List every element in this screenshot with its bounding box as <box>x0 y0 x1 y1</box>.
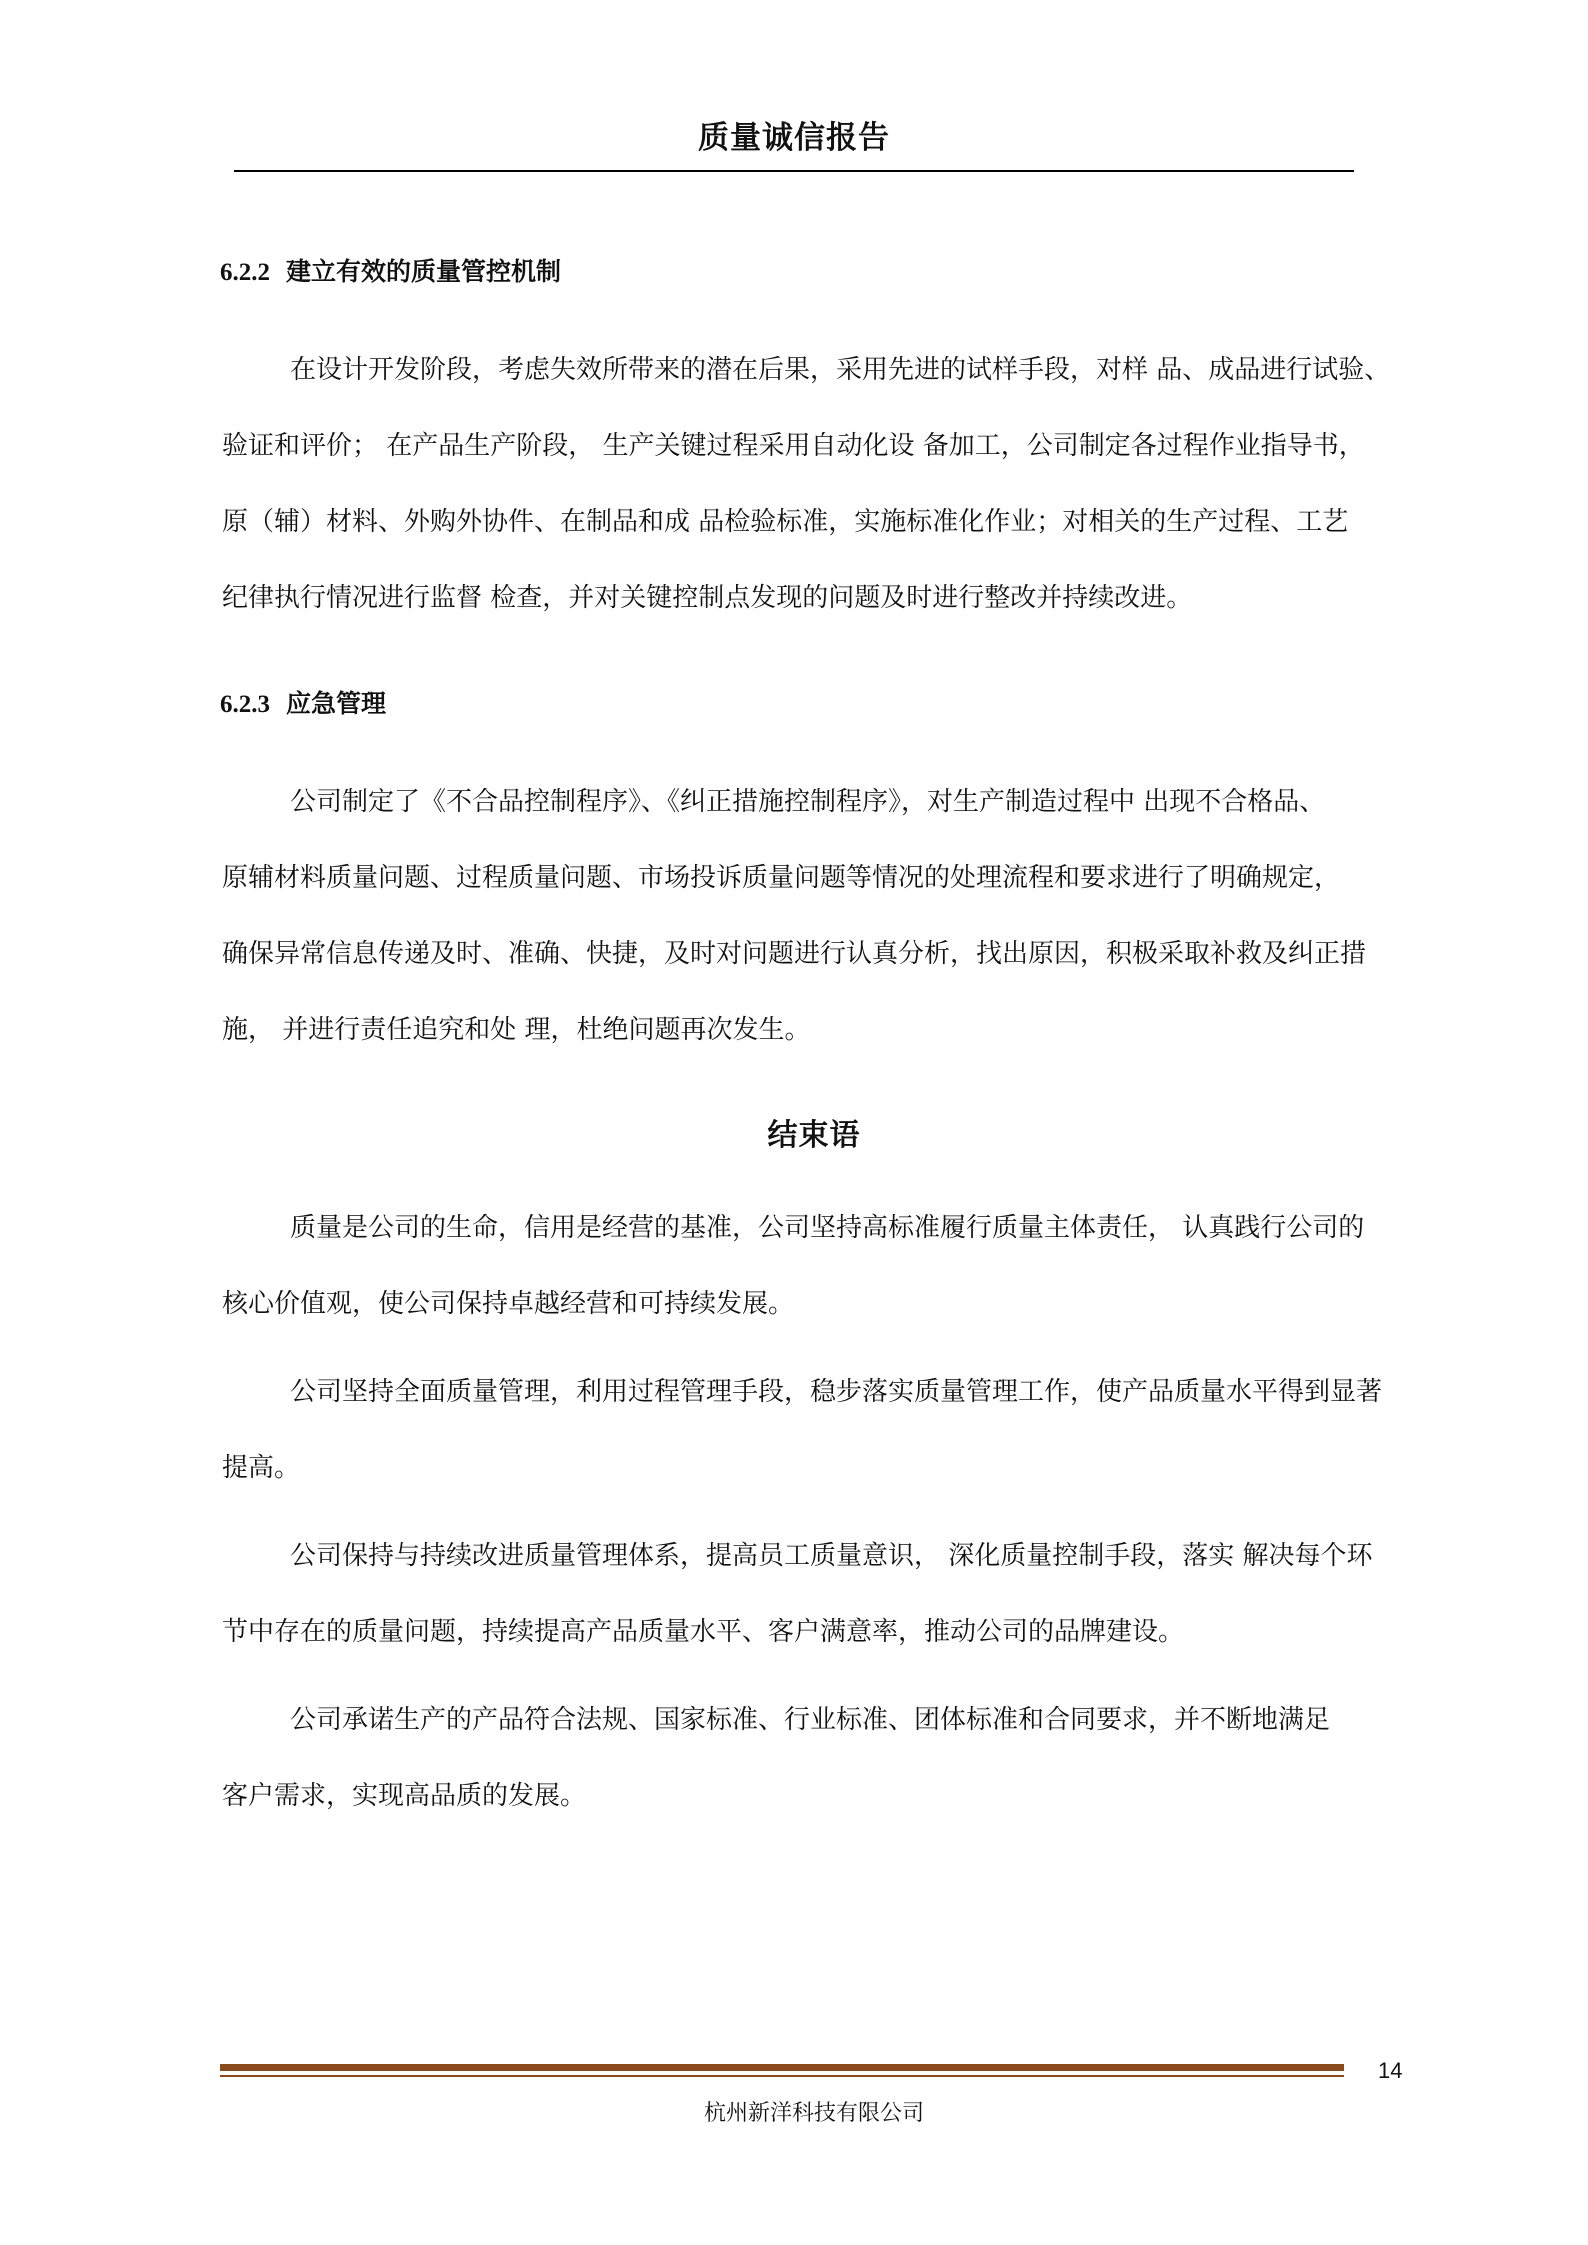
page-header-title: 质量诚信报告 <box>698 120 890 156</box>
closing-paragraph <box>222 1354 1402 1506</box>
text-line: 节中存在的质量问题，持续提高产品质量水平、客户满意率，推动公司的品牌建设。 <box>222 1617 1185 1647</box>
section-title: 建立有效的质量管控机制 <box>286 257 562 286</box>
text-line: 原（辅）材料、外购外协件、在制品和成 品检验标准，实施标准化作业；对相关的生产过程、工艺 <box>222 507 1349 537</box>
text-line: 原辅材料质量问题、过程质量问题、市场投诉质量问题等情况的处理流程和要求进行了明确规定， <box>222 863 1341 893</box>
page-number: 14 <box>1378 2058 1403 2083</box>
section-heading-6-2-3 <box>220 684 386 720</box>
text-line: 验证和评价； 在产品生产阶段， 生产关键过程采用自动化设 备加工，公司制定各过程作业指导书， <box>222 431 1365 461</box>
header-divider <box>234 170 1354 172</box>
text-line: 纪律执行情况进行监督 检查，并对关键控制点发现的问题及时进行整改并持续改进。 <box>222 583 1193 613</box>
footer-divider-thin <box>220 2075 1344 2077</box>
text-line: 公司坚持全面质量管理，利用过程管理手段，稳步落实质量管理工作，使产品质量水平得到显著 <box>290 1377 1383 1407</box>
closing-paragraph <box>222 1518 1402 1670</box>
text-line: 在设计开发阶段，考虑失效所带来的潜在后果，采用先进的试样手段，对样 品、成品进行试验、 <box>290 355 1391 385</box>
footer-company-name: 杭州新洋科技有限公司 <box>703 2101 924 2126</box>
closing-paragraph <box>222 1190 1402 1342</box>
text-line: 核心价值观，使公司保持卓越经营和可持续发展。 <box>222 1289 795 1319</box>
paragraph-emergency-management <box>222 764 1402 1068</box>
text-line: 提高。 <box>222 1453 301 1483</box>
paragraph-quality-control <box>222 332 1402 636</box>
text-line: 公司承诺生产的产品符合法规、国家标准、行业标准、团体标准和合同要求，并不断地满足 <box>290 1705 1331 1735</box>
closing-title: 结束语 <box>767 1118 861 1153</box>
text-line: 确保异常信息传递及时、准确、快捷，及时对问题进行认真分析，找出原因，积极采取补救及纠正措 <box>222 939 1367 969</box>
section-number: 6.2.2 <box>220 259 270 286</box>
section-number: 6.2.3 <box>220 691 270 718</box>
text-line: 施， 并进行责任追究和处 理，杜绝问题再次发生。 <box>222 1015 811 1045</box>
text-line: 公司保持与持续改进质量管理体系，提高员工质量意识， 深化质量控制手段，落实 解决每个环 <box>290 1541 1373 1571</box>
section-title: 应急管理 <box>286 689 387 718</box>
closing-paragraph <box>222 1682 1402 1834</box>
text-line: 质量是公司的生命，信用是经营的基准，公司坚持高标准履行质量主体责任， 认真践行公司的 <box>290 1213 1365 1243</box>
text-line: 客户需求，实现高品质的发展。 <box>222 1781 587 1811</box>
footer-divider-thick <box>220 2064 1344 2071</box>
text-line: 公司制定了《不合品控制程序》、《纠正措施控制程序》，对生产制造过程中 出现不合格品、 <box>290 787 1326 817</box>
section-heading-6-2-2 <box>220 252 561 288</box>
